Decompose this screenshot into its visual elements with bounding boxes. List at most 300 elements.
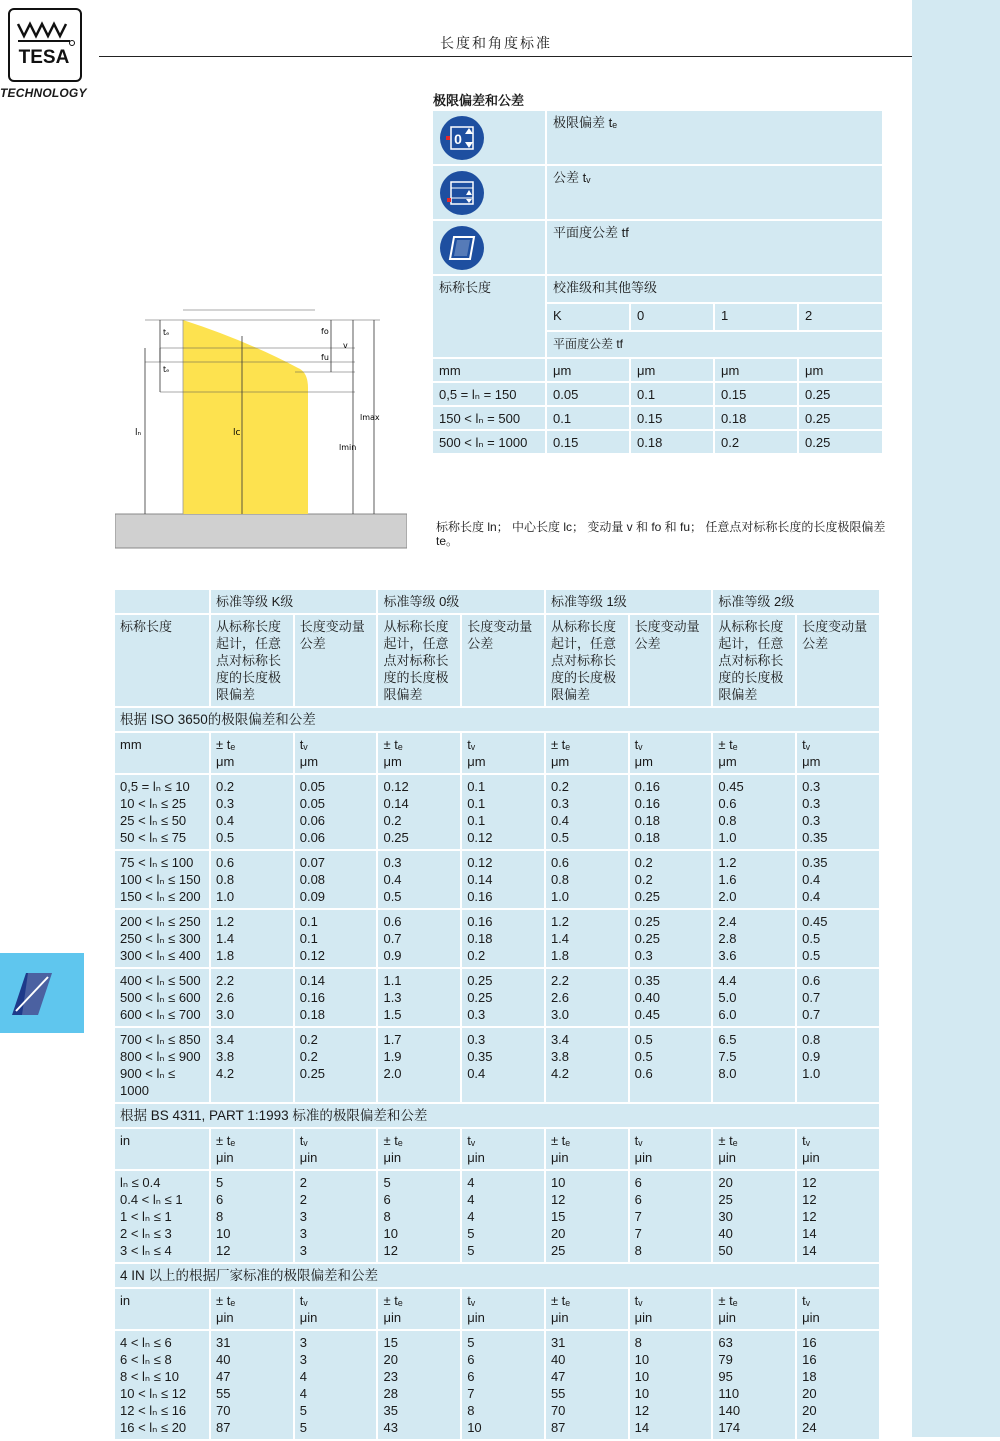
base-plate: [115, 514, 407, 548]
unit-label: in: [120, 1293, 131, 1308]
value: 0.25: [467, 990, 493, 1005]
grade-header-0: [631, 304, 713, 330]
value: 0.35: [802, 855, 828, 870]
unit-header-cell: [211, 733, 293, 773]
value-cell: [630, 969, 712, 1026]
flat-value-cell: [547, 407, 629, 429]
range-label: 150 < lₙ ≤ 200: [120, 889, 201, 904]
value: 0.4: [802, 872, 821, 887]
value: 10: [216, 1226, 231, 1241]
flat-value-cell: [799, 407, 882, 429]
sub-unit-label: μm: [299, 754, 319, 769]
value: 2.2: [216, 973, 235, 988]
logo-mark-icon: [10, 10, 80, 80]
value-cell: [546, 910, 628, 967]
sub-unit-label: μm: [718, 754, 737, 769]
value: 6.0: [718, 1007, 737, 1022]
value: 0.5: [216, 830, 235, 845]
range-cell: [115, 910, 209, 967]
grade-header-2: [799, 304, 882, 330]
section-title-row: [115, 1104, 879, 1127]
label-ln: lₙ: [135, 428, 142, 438]
value: 0.2: [634, 855, 653, 870]
value-cell: [378, 910, 460, 967]
gauge-block-diagram: [115, 300, 407, 550]
value: 1.0: [718, 830, 737, 845]
unit-cell: [799, 359, 882, 381]
value: 0.2: [216, 779, 235, 794]
range-label: 6 < lₙ ≤ 8: [120, 1352, 172, 1367]
value-cell: [378, 1171, 460, 1262]
value: 0.05: [299, 796, 326, 811]
value: 0.6: [718, 796, 737, 811]
value: 0.06: [299, 830, 326, 845]
value: 3: [299, 1226, 307, 1241]
value: 0.6: [216, 855, 235, 870]
value: 0.08: [299, 872, 326, 887]
value: 0.6: [550, 855, 570, 870]
data-group-row: [115, 851, 879, 908]
flat-value-cell: [715, 431, 797, 453]
flat-value-cell: [631, 431, 713, 453]
value: 24: [802, 1420, 817, 1435]
unit-header-cell: [378, 733, 460, 773]
symbol-label: ± tₑ: [718, 1293, 738, 1308]
limit-deviation-header: 从标称长度起计，任意点对标称长度的长度极限偏差: [713, 615, 795, 706]
flat-value-cell: [547, 383, 629, 405]
value: 1.0: [802, 1066, 821, 1081]
range-label: 700 < lₙ ≤ 850: [120, 1032, 201, 1047]
symbol-label: ± tₑ: [216, 737, 236, 752]
chapter-tab: [0, 953, 84, 1033]
grade-label: 1: [721, 308, 729, 323]
flat-range: 0,5 = lₙ = 150: [439, 387, 517, 402]
value: 1.8: [216, 948, 235, 963]
top-section-title: 极限偏差和公差: [433, 93, 525, 108]
svg-text:0: 0: [454, 131, 462, 147]
range-cell: [115, 775, 209, 849]
value: 14: [802, 1226, 817, 1241]
nominal-header: 标称长度: [115, 615, 209, 706]
value: 0.5: [550, 830, 570, 845]
value: 25: [718, 1192, 733, 1207]
value: 174: [718, 1420, 741, 1435]
unit-label: in: [120, 1133, 131, 1148]
range-label: 1 < lₙ ≤ 1: [120, 1209, 172, 1224]
sub-unit-label: μin: [383, 1150, 402, 1165]
value: 0.16: [467, 914, 493, 929]
sub-unit-label: μin: [299, 1310, 318, 1325]
symbol-label: ± tₑ: [718, 1133, 738, 1148]
value-cell: [797, 1171, 879, 1262]
value: 35: [383, 1403, 398, 1418]
range-cell: [115, 1331, 209, 1439]
value: 20: [383, 1352, 398, 1367]
value: 1.5: [383, 1007, 402, 1022]
value-cell: [378, 1331, 460, 1439]
flat-value-cell: [631, 407, 713, 429]
value: 1.9: [383, 1049, 402, 1064]
flat-value: 0.15: [721, 387, 747, 402]
grade-header-k: [547, 304, 629, 330]
flat-value: 0.18: [637, 435, 663, 450]
right-sidebar: [912, 0, 1000, 1437]
value: 4.2: [216, 1066, 235, 1081]
value: 6: [634, 1192, 642, 1207]
value: 0.18: [634, 830, 660, 845]
range-label: 400 < lₙ ≤ 500: [120, 973, 201, 988]
value: 0.16: [299, 990, 326, 1005]
value: 0.5: [802, 948, 821, 963]
value: 0.2: [467, 948, 486, 963]
range-label: 0.4 < lₙ ≤ 1: [120, 1192, 183, 1207]
sub-unit-label: μm: [216, 754, 235, 769]
unit-header-cell: [378, 1289, 460, 1329]
value: 0.06: [299, 813, 326, 828]
value: 1.6: [718, 872, 737, 887]
section-title: 4 IN 以上的根据厂家标准的极限偏差和公差: [115, 1264, 879, 1287]
value-cell: [378, 851, 460, 908]
value: 0.16: [634, 796, 660, 811]
value: 14: [634, 1420, 650, 1435]
grade-header: 标准等级 1级: [546, 590, 711, 613]
value: 0.3: [467, 1007, 486, 1022]
nominal-length-header: [433, 276, 545, 357]
page-title: 长度和角度标准: [440, 35, 552, 51]
column-header-row: [115, 615, 879, 706]
value-cell: [797, 969, 879, 1026]
range-label: 300 < lₙ ≤ 400: [120, 948, 201, 963]
range-label: 16 < lₙ ≤ 20: [120, 1420, 187, 1435]
value: 16: [802, 1352, 817, 1367]
range-label: 25 < lₙ ≤ 50: [120, 813, 187, 828]
value: 0.2: [299, 1032, 318, 1047]
value-cell: [630, 910, 712, 967]
unit-cell: [631, 359, 713, 381]
value: 10: [634, 1369, 650, 1384]
value: 30: [718, 1209, 733, 1224]
value: 0.7: [802, 990, 821, 1005]
value-cell: [713, 851, 795, 908]
data-group-row: [115, 1028, 879, 1102]
sub-unit-label: μin: [550, 1150, 569, 1165]
unit-header-cell: [295, 1129, 377, 1169]
value: 6: [467, 1352, 475, 1367]
value: 0.2: [299, 1049, 318, 1064]
value: 0.3: [216, 796, 235, 811]
value: 5: [467, 1226, 475, 1241]
value: 10: [550, 1175, 566, 1190]
limit-deviation-header: 从标称长度起计，任意点对标称长度的长度极限偏差: [378, 615, 460, 706]
legend-label-limit-deviation: 极限偏差 tₑ: [553, 115, 618, 130]
section-title: 根据 ISO 3650的极限偏差和公差: [115, 708, 879, 731]
symbol-label: tᵥ: [467, 1293, 475, 1308]
value: 18: [802, 1369, 817, 1384]
value: 0.14: [467, 872, 493, 887]
value-cell: [630, 775, 712, 849]
value: 55: [550, 1386, 566, 1401]
value: 0.6: [383, 914, 402, 929]
value-cell: [378, 969, 460, 1026]
data-group-row: [115, 1331, 879, 1439]
value: 10: [634, 1386, 650, 1401]
variation-header: 长度变动量公差: [295, 615, 377, 706]
value: 0.18: [467, 931, 493, 946]
value-cell: [462, 1028, 544, 1102]
symbol-label: tᵥ: [634, 737, 643, 752]
nominal-length-label: 标称长度: [439, 280, 492, 295]
range-label: 250 < lₙ ≤ 300: [120, 931, 201, 946]
sub-unit-label: μin: [802, 1310, 820, 1325]
value-cell: [546, 969, 628, 1026]
value: 0.12: [383, 779, 409, 794]
value: 0.4: [467, 1066, 486, 1081]
value: 0.8: [216, 872, 235, 887]
legend-icon-cell: [433, 221, 545, 274]
sub-unit-label: μin: [216, 1310, 234, 1325]
sub-unit-label: μin: [299, 1150, 318, 1165]
value: 0.4: [216, 813, 235, 828]
value: 0.35: [802, 830, 828, 845]
symbol-label: ± tₑ: [383, 1293, 403, 1308]
value: 3.0: [550, 1007, 570, 1022]
flat-value: 0.2: [721, 435, 740, 450]
symbol-label: ± tₑ: [216, 1293, 236, 1308]
value: 0.1: [299, 914, 318, 929]
unit-header-cell: [378, 1129, 460, 1169]
flat-row-label: [433, 431, 545, 453]
tolerance-table: [113, 588, 881, 1441]
value: 5: [467, 1335, 475, 1350]
sub-unit-label: μin: [718, 1310, 737, 1325]
section-title-row: [115, 708, 879, 731]
value: 0.1: [299, 931, 318, 946]
tolerance-icon: [439, 170, 485, 216]
section-title-row: [115, 1264, 879, 1287]
value-cell: [211, 1331, 293, 1439]
grade-header-1: [715, 304, 797, 330]
range-label: 50 < lₙ ≤ 75: [120, 830, 187, 845]
flat-value: 0.15: [637, 411, 663, 426]
value: 47: [216, 1369, 231, 1384]
flat-value: 0.25: [805, 435, 831, 450]
symbol-label: tᵥ: [299, 1133, 308, 1148]
value: 12: [550, 1192, 566, 1207]
value: 1.0: [550, 889, 570, 904]
value: 0.25: [634, 914, 660, 929]
grade-label: 2: [805, 308, 813, 323]
symbol-label: ± tₑ: [383, 1133, 403, 1148]
value-cell: [462, 969, 544, 1026]
value: 2.0: [383, 1066, 402, 1081]
value: 3: [299, 1352, 307, 1367]
value: 0.35: [634, 973, 660, 988]
grade-header: 标准等级 K级: [211, 590, 376, 613]
value: 0.3: [802, 779, 821, 794]
flat-range: 150 < lₙ = 500: [439, 411, 521, 426]
grade-label: 0: [637, 308, 645, 323]
sub-unit-label: μin: [467, 1310, 485, 1325]
value: 0.07: [299, 855, 326, 870]
unit-header-cell: [211, 1289, 293, 1329]
sub-unit-label: μin: [550, 1310, 569, 1325]
value-cell: [295, 1171, 377, 1262]
value-cell: [630, 1331, 712, 1439]
value-cell: [378, 775, 460, 849]
limit-deviation-header: 从标称长度起计，任意点对标称长度的长度极限偏差: [211, 615, 293, 706]
flatness-header: [547, 332, 882, 357]
data-group-row: [115, 910, 879, 967]
unit-header-cell: [295, 1289, 377, 1329]
logo-lettering: TESA: [18, 47, 70, 68]
value: 0.9: [802, 1049, 821, 1064]
value: 0.4: [550, 813, 570, 828]
value: 3.0: [216, 1007, 235, 1022]
value: 7: [634, 1226, 642, 1241]
variation-header: 长度变动量公差: [462, 615, 544, 706]
value: 5: [299, 1420, 307, 1435]
value-cell: [462, 1171, 544, 1262]
unit-header-cell: [462, 1289, 544, 1329]
value-cell: [797, 1331, 879, 1439]
unit-cell: [547, 359, 629, 381]
value: 0.14: [299, 973, 326, 988]
value-cell: [462, 851, 544, 908]
variation-header: 长度变动量公差: [797, 615, 879, 706]
range-label: 100 < lₙ ≤ 150: [120, 872, 201, 887]
value: 4.4: [718, 973, 737, 988]
value: 40: [550, 1352, 566, 1367]
legend-label-tolerance: 公差 tᵥ: [553, 170, 591, 185]
value: 20: [550, 1226, 566, 1241]
value-cell: [713, 775, 795, 849]
label-fo: fo: [321, 327, 329, 336]
range-label: 3 < lₙ ≤ 4: [120, 1243, 172, 1258]
value: 0.45: [634, 1007, 660, 1022]
value: 5: [467, 1243, 475, 1258]
value: 0.5: [802, 931, 821, 946]
value: 16: [802, 1335, 817, 1350]
value: 5: [383, 1175, 391, 1190]
value: 1.8: [550, 948, 570, 963]
data-group-row: [115, 775, 879, 849]
value-cell: [295, 1028, 377, 1102]
value-cell: [211, 1028, 293, 1102]
value: 10: [634, 1352, 650, 1367]
value: 8: [467, 1403, 475, 1418]
unit-header-cell: [462, 1129, 544, 1169]
range-label: 900 < lₙ ≤ 1000: [120, 1066, 176, 1098]
value: 0.45: [718, 779, 744, 794]
value: 6: [383, 1192, 391, 1207]
flat-value-cell: [715, 383, 797, 405]
grade-header: 标准等级 0级: [378, 590, 543, 613]
range-label: 500 < lₙ ≤ 600: [120, 990, 201, 1005]
value: 3.4: [550, 1032, 570, 1047]
value: 0.14: [383, 796, 409, 811]
value: 40: [718, 1226, 733, 1241]
unit-label: μm: [637, 363, 656, 378]
unit-label: μm: [721, 363, 740, 378]
symbol-label: ± tₑ: [550, 1293, 571, 1308]
value-cell: [713, 910, 795, 967]
range-label: 0,5 = lₙ ≤ 10: [120, 779, 190, 794]
value-cell: [295, 969, 377, 1026]
flat-value-cell: [799, 431, 882, 453]
range-label: 8 < lₙ ≤ 10: [120, 1369, 179, 1384]
value: 95: [718, 1369, 733, 1384]
label-lmin: lmin: [339, 443, 357, 452]
value-cell: [295, 851, 377, 908]
unit-header-cell: [630, 1289, 712, 1329]
unit-label: μm: [553, 363, 572, 378]
range-label: 75 < lₙ ≤ 100: [120, 855, 194, 870]
value: 0.3: [634, 948, 653, 963]
flat-value: 0.25: [805, 387, 831, 402]
data-group-row: [115, 969, 879, 1026]
value: 0.2: [383, 813, 402, 828]
value: 20: [802, 1403, 817, 1418]
value: 0.12: [299, 948, 326, 963]
value: 0.18: [299, 1007, 326, 1022]
value-cell: [211, 969, 293, 1026]
value: 0.4: [802, 889, 821, 904]
value: 0.25: [383, 830, 409, 845]
unit-header-cell: [462, 733, 544, 773]
value-cell: [211, 775, 293, 849]
value: 2.8: [718, 931, 737, 946]
sub-unit-label: μin: [216, 1150, 234, 1165]
value: 0.3: [802, 813, 821, 828]
legend-label-flatness: 平面度公差 tf: [553, 225, 629, 240]
range-label: 12 < lₙ ≤ 16: [120, 1403, 187, 1418]
value-cell: [713, 1171, 795, 1262]
value-cell: [546, 851, 628, 908]
unit-label: μm: [805, 363, 824, 378]
value: 0.40: [634, 990, 660, 1005]
value: 4.2: [550, 1066, 570, 1081]
grade-header: 标准等级 2级: [713, 590, 879, 613]
symbol-label: ± tₑ: [550, 737, 571, 752]
value: 12: [802, 1192, 817, 1207]
symbol-label: ± tₑ: [383, 737, 403, 752]
range-label: 10 < lₙ ≤ 12: [120, 1386, 187, 1401]
value: 2.0: [718, 889, 737, 904]
unit-header-cell: [630, 733, 712, 773]
value-cell: [546, 1028, 628, 1102]
value: 2: [299, 1175, 307, 1190]
sub-unit-label: μin: [634, 1150, 653, 1165]
value-cell: [462, 775, 544, 849]
value: 70: [550, 1403, 566, 1418]
unit-cell: [115, 1289, 209, 1329]
range-label: 4 < lₙ ≤ 6: [120, 1335, 172, 1350]
calib-grade-label: 校准级和其他等级: [553, 280, 658, 295]
unit-label: mm: [439, 363, 461, 378]
range-cell: [115, 1171, 209, 1262]
value: 0.7: [383, 931, 402, 946]
value: 12: [216, 1243, 231, 1258]
legend-label-cell: [547, 221, 882, 274]
value-cell: [378, 1028, 460, 1102]
flat-value: 0.05: [553, 387, 579, 402]
unit-label: mm: [120, 737, 142, 752]
symbol-label: tᵥ: [634, 1133, 643, 1148]
value: 4: [467, 1175, 475, 1190]
value: 8: [634, 1243, 642, 1258]
logo-subtitle: TECHNOLOGY: [0, 86, 87, 100]
value: 0.18: [634, 813, 660, 828]
